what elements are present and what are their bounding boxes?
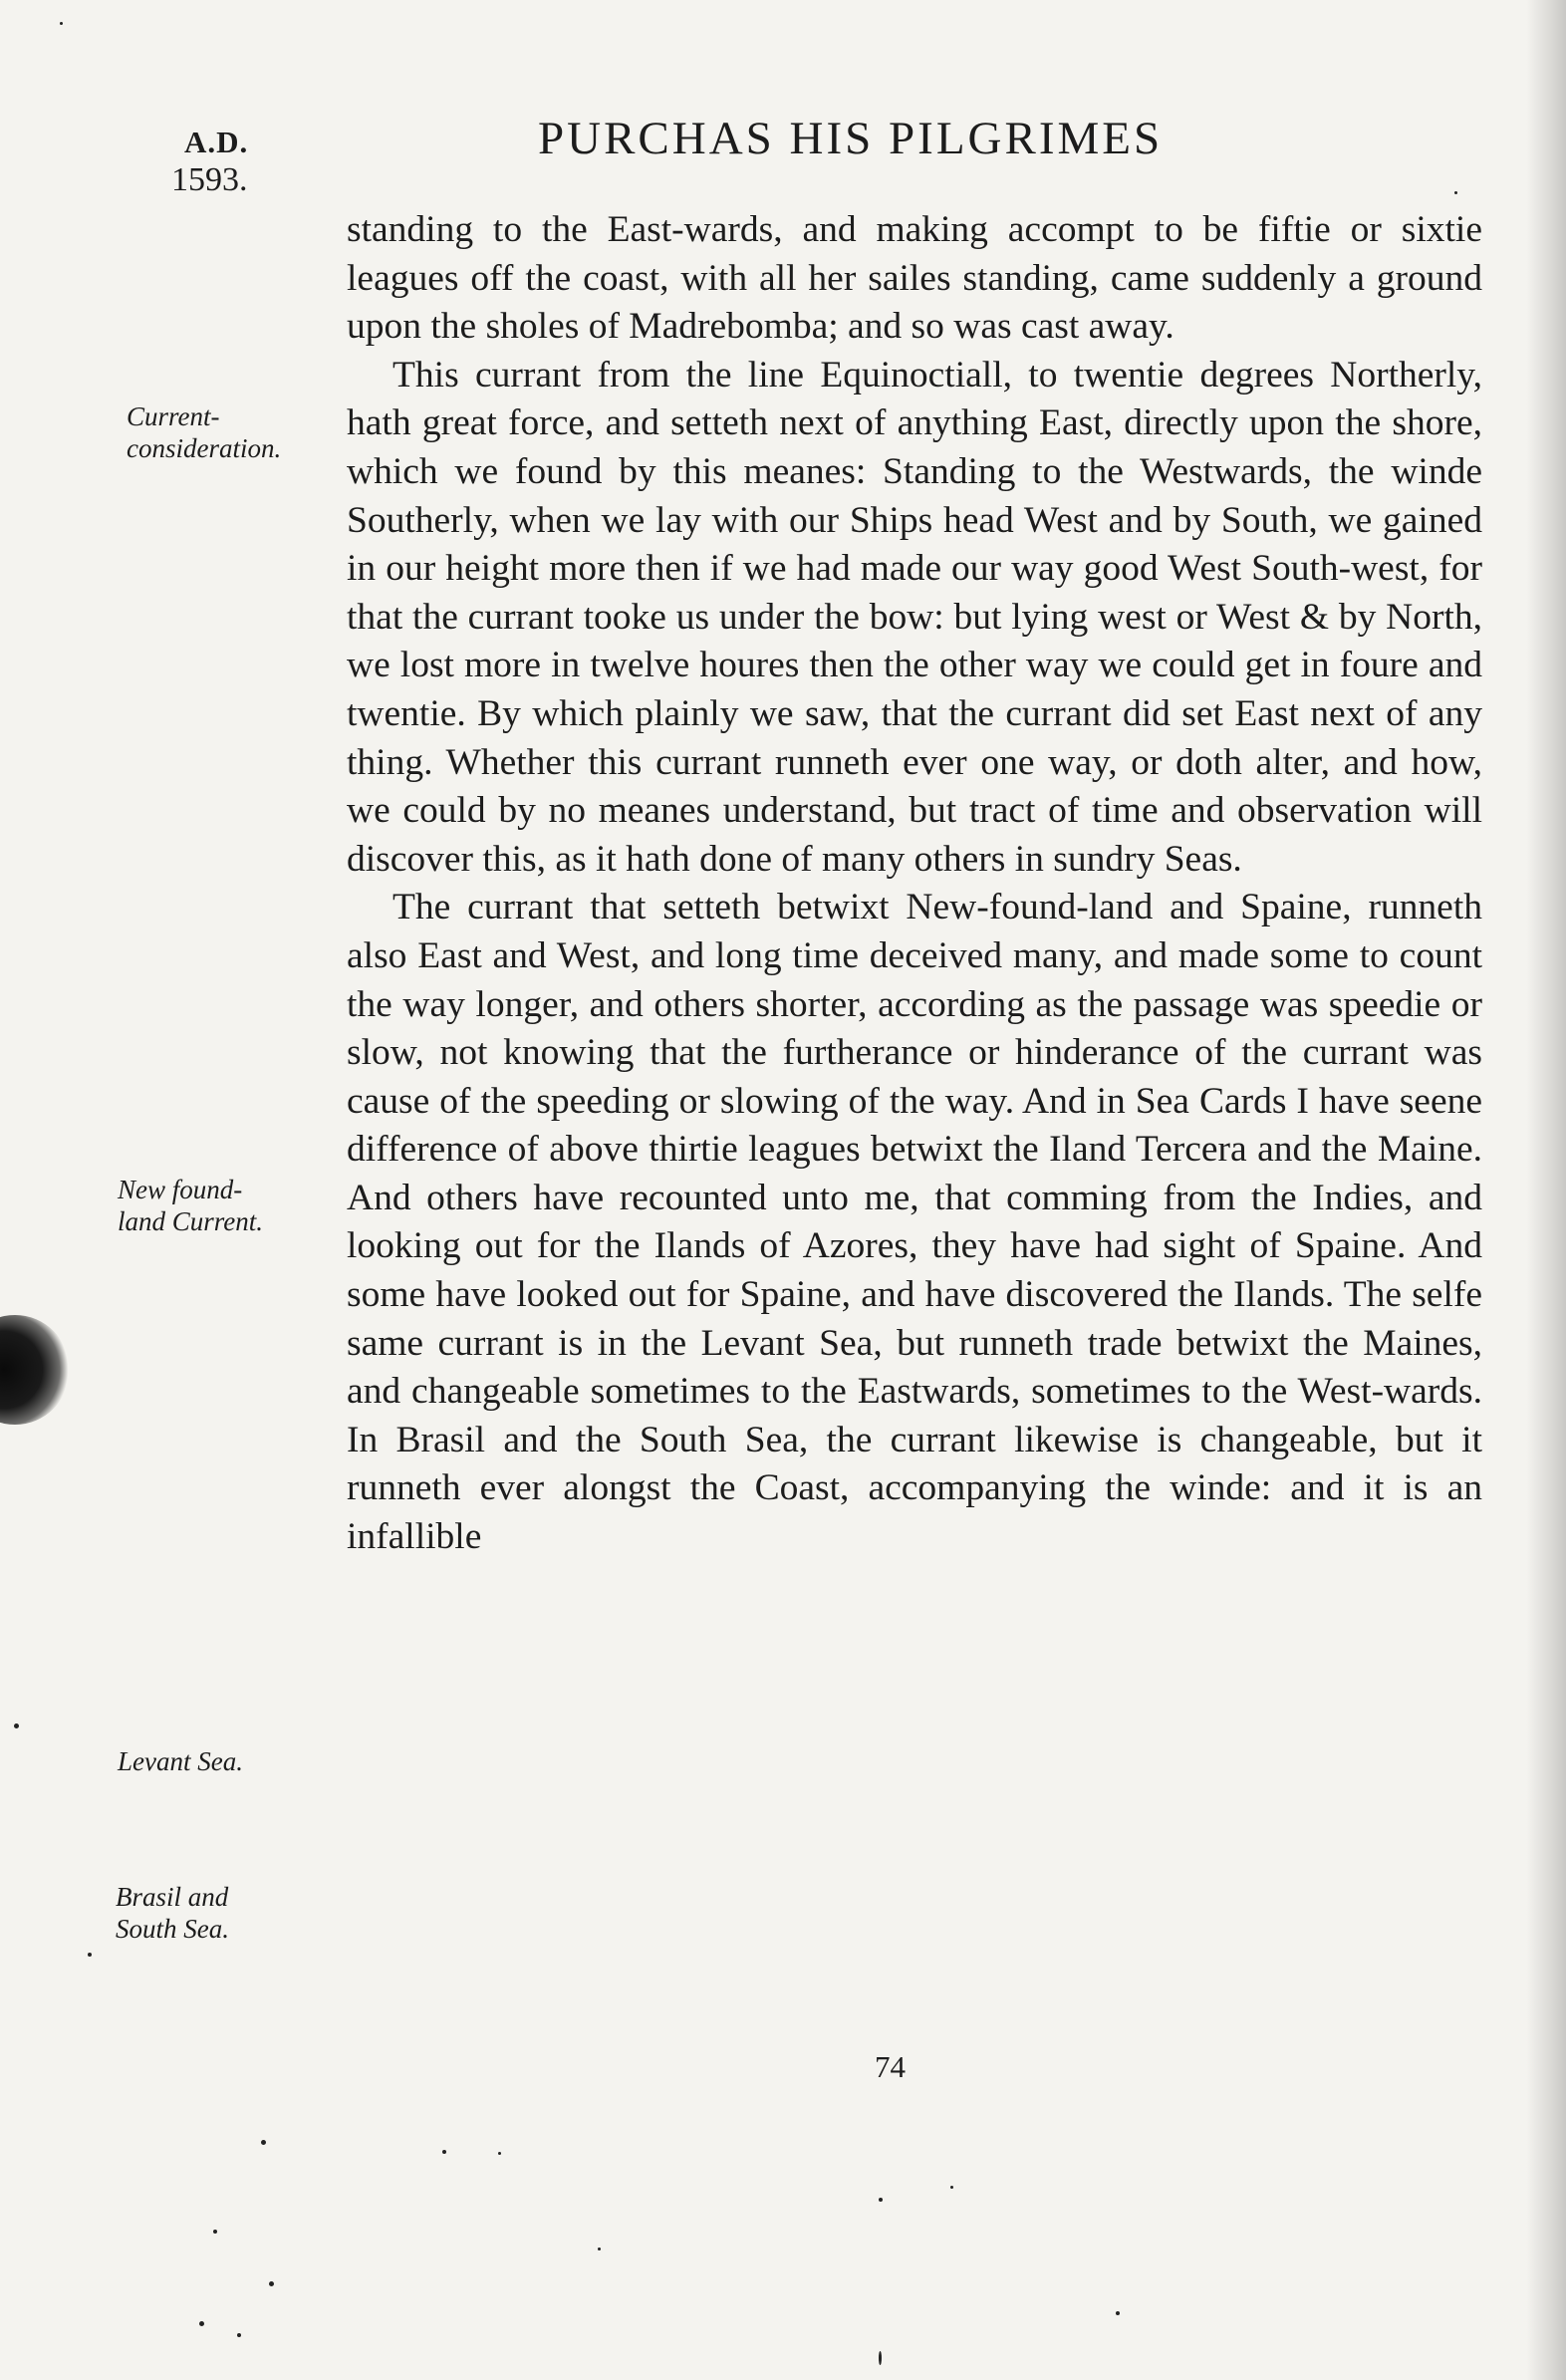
scan-speck: [950, 2186, 953, 2189]
scan-speck: [498, 2152, 501, 2155]
page-edge-shadow: [1526, 0, 1566, 2380]
margin-year: 1593.: [171, 161, 248, 198]
scan-speck: [199, 2321, 204, 2326]
margin-note-brasil-text: Brasil and South Sea.: [116, 1882, 229, 1944]
margin-note-levant: [118, 1745, 243, 1777]
scan-speck: [442, 2150, 446, 2154]
scan-speck: [269, 2281, 274, 2286]
scan-speck: [88, 1953, 92, 1957]
running-title: PURCHAS HIS PILGRIMES: [538, 113, 1164, 164]
scan-speck: [598, 2248, 601, 2250]
margin-note-newfoundland-text: New found- land Current.: [118, 1175, 264, 1236]
scan-speck: [879, 2351, 882, 2365]
scan-speck: [14, 1723, 19, 1728]
margin-note-levant-text: Levant Sea.: [118, 1746, 243, 1776]
margin-note-newfoundland: [118, 1174, 263, 1237]
margin-note-brasil: [116, 1881, 229, 1945]
paragraph-newfoundland-current: The currant that setteth betwixt New-found-land and Spaine, runneth also East and West, and long time deceived many, and made some to count the way longer, and others shorter, according as the passage was speedie or slow, not knowing that the furtherance or hinderance of the currant was cause of the speeding or slowing of the way. And in Sea Cards I have seene difference of above thirtie leagues betwixt the Iland Tercera and the Maine. And others have recounted unto me, that comming from the Indies, and looking out for the Ilands of Azores, they have had sight of Spaine. And some have looked out for Spaine, and have discovered the Ilands. The selfe same currant is in the Levant Sea, but runneth trade betwixt the Maines, and changeable sometimes to the Eastwards, sometimes to the West-wards. In Brasil and the South Sea, the currant likewise is changeable, but it runneth ever alongst the Coast, accompanying the winde: and it is an infallible: [347, 887, 1482, 1558]
scan-speck: [261, 2140, 266, 2145]
page-number: 74: [875, 2049, 906, 2084]
scan-speck: [879, 2198, 883, 2202]
paragraph-continuation: standing to the East-wards, and making accompt to be fiftie or sixtie leagues off the coast, with all her sailes standing, came suddenly a ground upon the sholes of Madrebomba; and so was cast away.: [347, 209, 1482, 348]
scan-speck: [1116, 2311, 1120, 2315]
margin-note-current: [127, 400, 281, 464]
scan-speck: [1454, 191, 1457, 194]
scan-speck: [213, 2230, 217, 2234]
ad-label: A.D.: [184, 125, 249, 159]
paragraph-current-equinoctial: This currant from the line Equinoctiall, to twentie degrees Northerly, hath great force, and setteth next of anything East, directly upon the shore, which we found by this meanes: Standing to the Westwards, the winde Southerly, when we lay with our Ships head West and by South, we gained in our height more then if we had made our way good West South-west, for that the currant tooke us under the bow: but lying west or West & by North, we lost more in twelve houres then the other way we could get in foure and twentie. By which plainly we saw, that the currant did set East next of any thing. Whether this currant runneth ever one way, or doth alter, and how, we could by no meanes understand, but tract of time and observation will discover this, as it hath done of many others in sundry Seas.: [347, 354, 1482, 880]
margin-note-current-text: Current- consideration.: [127, 401, 282, 463]
body-text: [347, 206, 1482, 1562]
thumb-shadow-artifact: [0, 1315, 70, 1425]
scan-speck: [237, 2333, 241, 2337]
scan-speck: [60, 22, 63, 25]
